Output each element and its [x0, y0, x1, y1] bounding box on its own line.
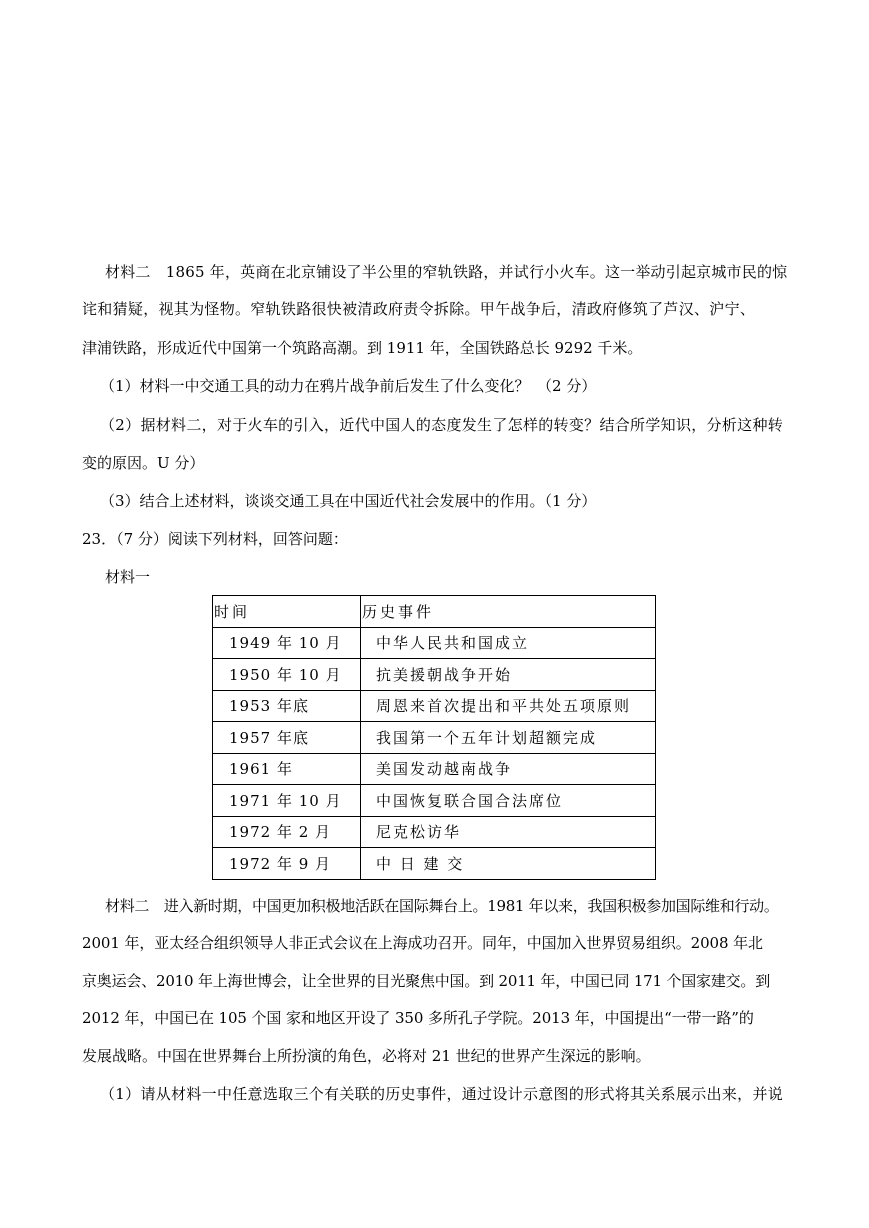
table-row: [213, 627, 656, 659]
cell-event: 中 日 建 交: [361, 848, 656, 880]
cell-event: 周恩来首次提出和平共处五项原则: [361, 690, 656, 722]
material2a-line-2: 诧和猜疑，视其为怪物。窄轨铁路很快被清政府责令拆除。甲午战争后，清政府修筑了芦汉、沪宁、: [82, 300, 756, 318]
material1-label: 材料一: [105, 568, 151, 586]
material2b-line-3: 京奥运会、2010 年上海世博会，让全世界的目光聚焦中国。到 2011 年，中国已同 171 个国家建交。到: [82, 972, 771, 990]
q23-title: 23．（7 分）阅读下列材料，回答问题：: [82, 530, 348, 548]
cell-time: 1953 年底: [213, 690, 361, 722]
table-row: [213, 785, 656, 817]
cell-event: 中华人民共和国成立: [361, 627, 656, 659]
table-row: [213, 753, 656, 785]
cell-time: 1961 年: [213, 753, 361, 785]
events-table: [212, 595, 656, 880]
table-row: [213, 816, 656, 848]
material2a-line-3: 津浦铁路，形成近代中国第一个筑路高潮。到 1911 年，全国铁路总长 9292 千米。: [82, 339, 643, 357]
material2b-line-4: 2012 年，中国已在 105 个国 家和地区开设了 350 多所孔子学院。2013 年，中国提出“一带一路”的: [82, 1009, 754, 1027]
cell-time: 1957 年底: [213, 722, 361, 754]
cell-time: 1971 年 10 月: [213, 785, 361, 817]
table-row: [213, 659, 656, 691]
cell-event: 中国恢复联合国合法席位: [361, 785, 656, 817]
question-3: （3）结合上述材料，谈谈交通工具在中国近代社会发展中的作用。（1 分）: [100, 492, 597, 510]
cell-time: 1950 年 10 月: [213, 659, 361, 691]
events-table-wrap: [212, 595, 656, 880]
question-1: （1）材料一中交通工具的动力在鸦片战争前后发生了什么变化？ （2 分）: [100, 377, 597, 395]
cell-time: 1949 年 10 月: [213, 627, 361, 659]
header-event: 历史事件: [361, 596, 656, 628]
cell-event: 美国发动越南战争: [361, 753, 656, 785]
cell-event: 抗美援朝战争开始: [361, 659, 656, 691]
table-header-row: [213, 596, 656, 628]
table-row: [213, 848, 656, 880]
material2b-line-2: 2001 年，亚太经合组织领导人非正式会议在上海成功召开。同年，中国加入世界贸易组织。2008 年北: [82, 934, 763, 952]
table-row: [213, 690, 656, 722]
cell-time: 1972 年 9 月: [213, 848, 361, 880]
question-2-cont: 变的原因。U 分）: [82, 454, 205, 472]
cell-time: 1972 年 2 月: [213, 816, 361, 848]
material2b-line-1: 材料二 进入新时期，中国更加积极地活跃在国际舞台上。1981 年以来，我国积极参加国际维和行动。: [105, 897, 779, 915]
table-row: [213, 722, 656, 754]
cell-event: 尼克松访华: [361, 816, 656, 848]
q23-question-1: （1）请从材料一中任意选取三个有关联的历史事件，通过设计示意图的形式将其关系展示出来，并说: [100, 1085, 784, 1103]
header-time: 时间: [213, 596, 361, 628]
material2a-line-1: 材料二 1865 年，英商在北京铺设了半公里的窄轨铁路，并试行小火车。这一举动引起京城市民的惊: [105, 263, 788, 281]
cell-event: 我国第一个五年计划超额完成: [361, 722, 656, 754]
question-2: （2）据材料二，对于火车的引入，近代中国人的态度发生了怎样的转变？结合所学知识，分析这种转: [100, 416, 784, 434]
material2b-line-5: 发展战略。中国在世界舞台上所扮演的角色，必将对 21 世纪的世界产生深远的影响。: [82, 1047, 651, 1065]
